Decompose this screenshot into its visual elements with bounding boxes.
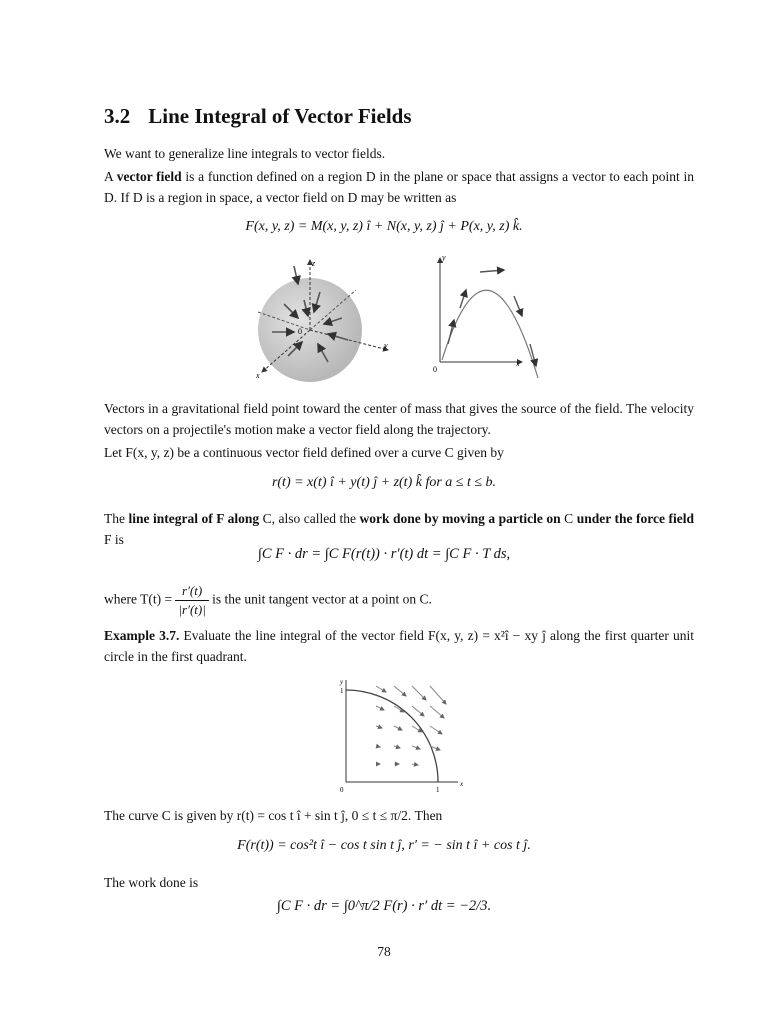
equation-work: ∫C F · dr = ∫0^π/2 F(r) · r′ dt = −2/3.: [276, 898, 492, 914]
x-label: x: [460, 780, 464, 788]
equation-curve: r(t) = x(t) î + y(t) ĵ + z(t) k̂ for a ≤ t ≤ b.: [271, 475, 497, 490]
origin-label: 0: [298, 327, 302, 336]
field-vectors: [376, 686, 446, 765]
paragraph-let-F: Let F(x, y, z) be a continuous vector field defined over a curve C given by: [104, 445, 504, 460]
velocity-vectors: [448, 270, 536, 366]
x-label: x: [516, 359, 520, 368]
gravitational-field-figure: [248, 252, 398, 384]
term-line-integral: line integral of F along: [128, 511, 260, 526]
example-3-7: [104, 625, 694, 667]
term-force-field: under the force field: [576, 511, 694, 526]
y-label: y: [340, 678, 344, 686]
paragraph-curve-param: The curve C is given by r(t) = cos t î + sin t ĵ, 0 ≤ t ≤ π/2. Then: [104, 808, 443, 823]
text: C: [560, 511, 577, 526]
paragraph-line-integral-definition: [104, 508, 694, 550]
section-heading: [104, 104, 412, 129]
projectile-figure: [428, 252, 554, 382]
page-number: 78: [377, 944, 391, 959]
trajectory: [442, 290, 538, 378]
paragraph-vector-field-definition: [104, 166, 694, 208]
origin-label: 0: [433, 365, 437, 374]
fraction-numerator: r′(t): [175, 582, 208, 601]
text: where T(t) =: [104, 591, 173, 607]
text: C, also called the: [259, 511, 360, 526]
quarter-circle-field-figure: [336, 676, 466, 794]
origin-label: 0: [340, 786, 344, 794]
equation-example-field: F(r(t)) = cos²t î − cos t sin t ĵ, r′ = − sin t î + cos t ĵ.: [237, 838, 531, 853]
text: is a function defined on a region D in the plane or space that assigns a vector to each point in D. If D is a region in space, a vector field on D may be written as: [104, 169, 694, 205]
equation-line-integral: ∫C F · dr = ∫C F(r(t)) · r′(t) dt = ∫C F · T ds,: [257, 546, 511, 562]
section-title: Line Integral of Vector Fields: [148, 104, 412, 128]
fraction-denominator: |r′(t)|: [178, 602, 206, 617]
paragraph-unit-tangent: [104, 582, 604, 619]
term-vector-field: vector field: [116, 169, 182, 184]
text: A: [104, 169, 117, 184]
quarter-circle: [346, 690, 438, 782]
term-work-done: work done by moving a particle on: [359, 511, 561, 526]
x-one-label: 1: [436, 786, 440, 794]
text: is the unit tangent vector at a point on C.: [212, 591, 432, 607]
x-label: x: [256, 371, 260, 380]
unit-tangent-fraction: [175, 582, 208, 619]
z-label: z: [312, 259, 316, 268]
section-number: 3.2: [104, 104, 131, 128]
y-one-label: 1: [340, 687, 344, 695]
text: F is: [104, 532, 124, 547]
y-label: y: [442, 253, 446, 262]
text: The: [104, 511, 129, 526]
y-label: y: [384, 341, 388, 350]
equation-vector-field: F(x, y, z) = M(x, y, z) î + N(x, y, z) ĵ + P(x, y, z) k̂.: [245, 219, 523, 234]
paragraph-work-done: The work done is: [104, 875, 199, 890]
paragraph-fields-explanation: Vectors in a gravitational field point toward the center of mass that gives the source of the field. The velocity vectors on a projectile's motion make a vector field along the trajectory.: [104, 401, 694, 437]
text: Evaluate the line integral of the vector field F(x, y, z) = x²î − xy ĵ along the first quarter unit circle in the first quadrant.: [104, 628, 694, 664]
example-label: Example 3.7.: [104, 628, 180, 643]
paragraph-intro: We want to generalize line integrals to vector fields.: [104, 146, 386, 161]
